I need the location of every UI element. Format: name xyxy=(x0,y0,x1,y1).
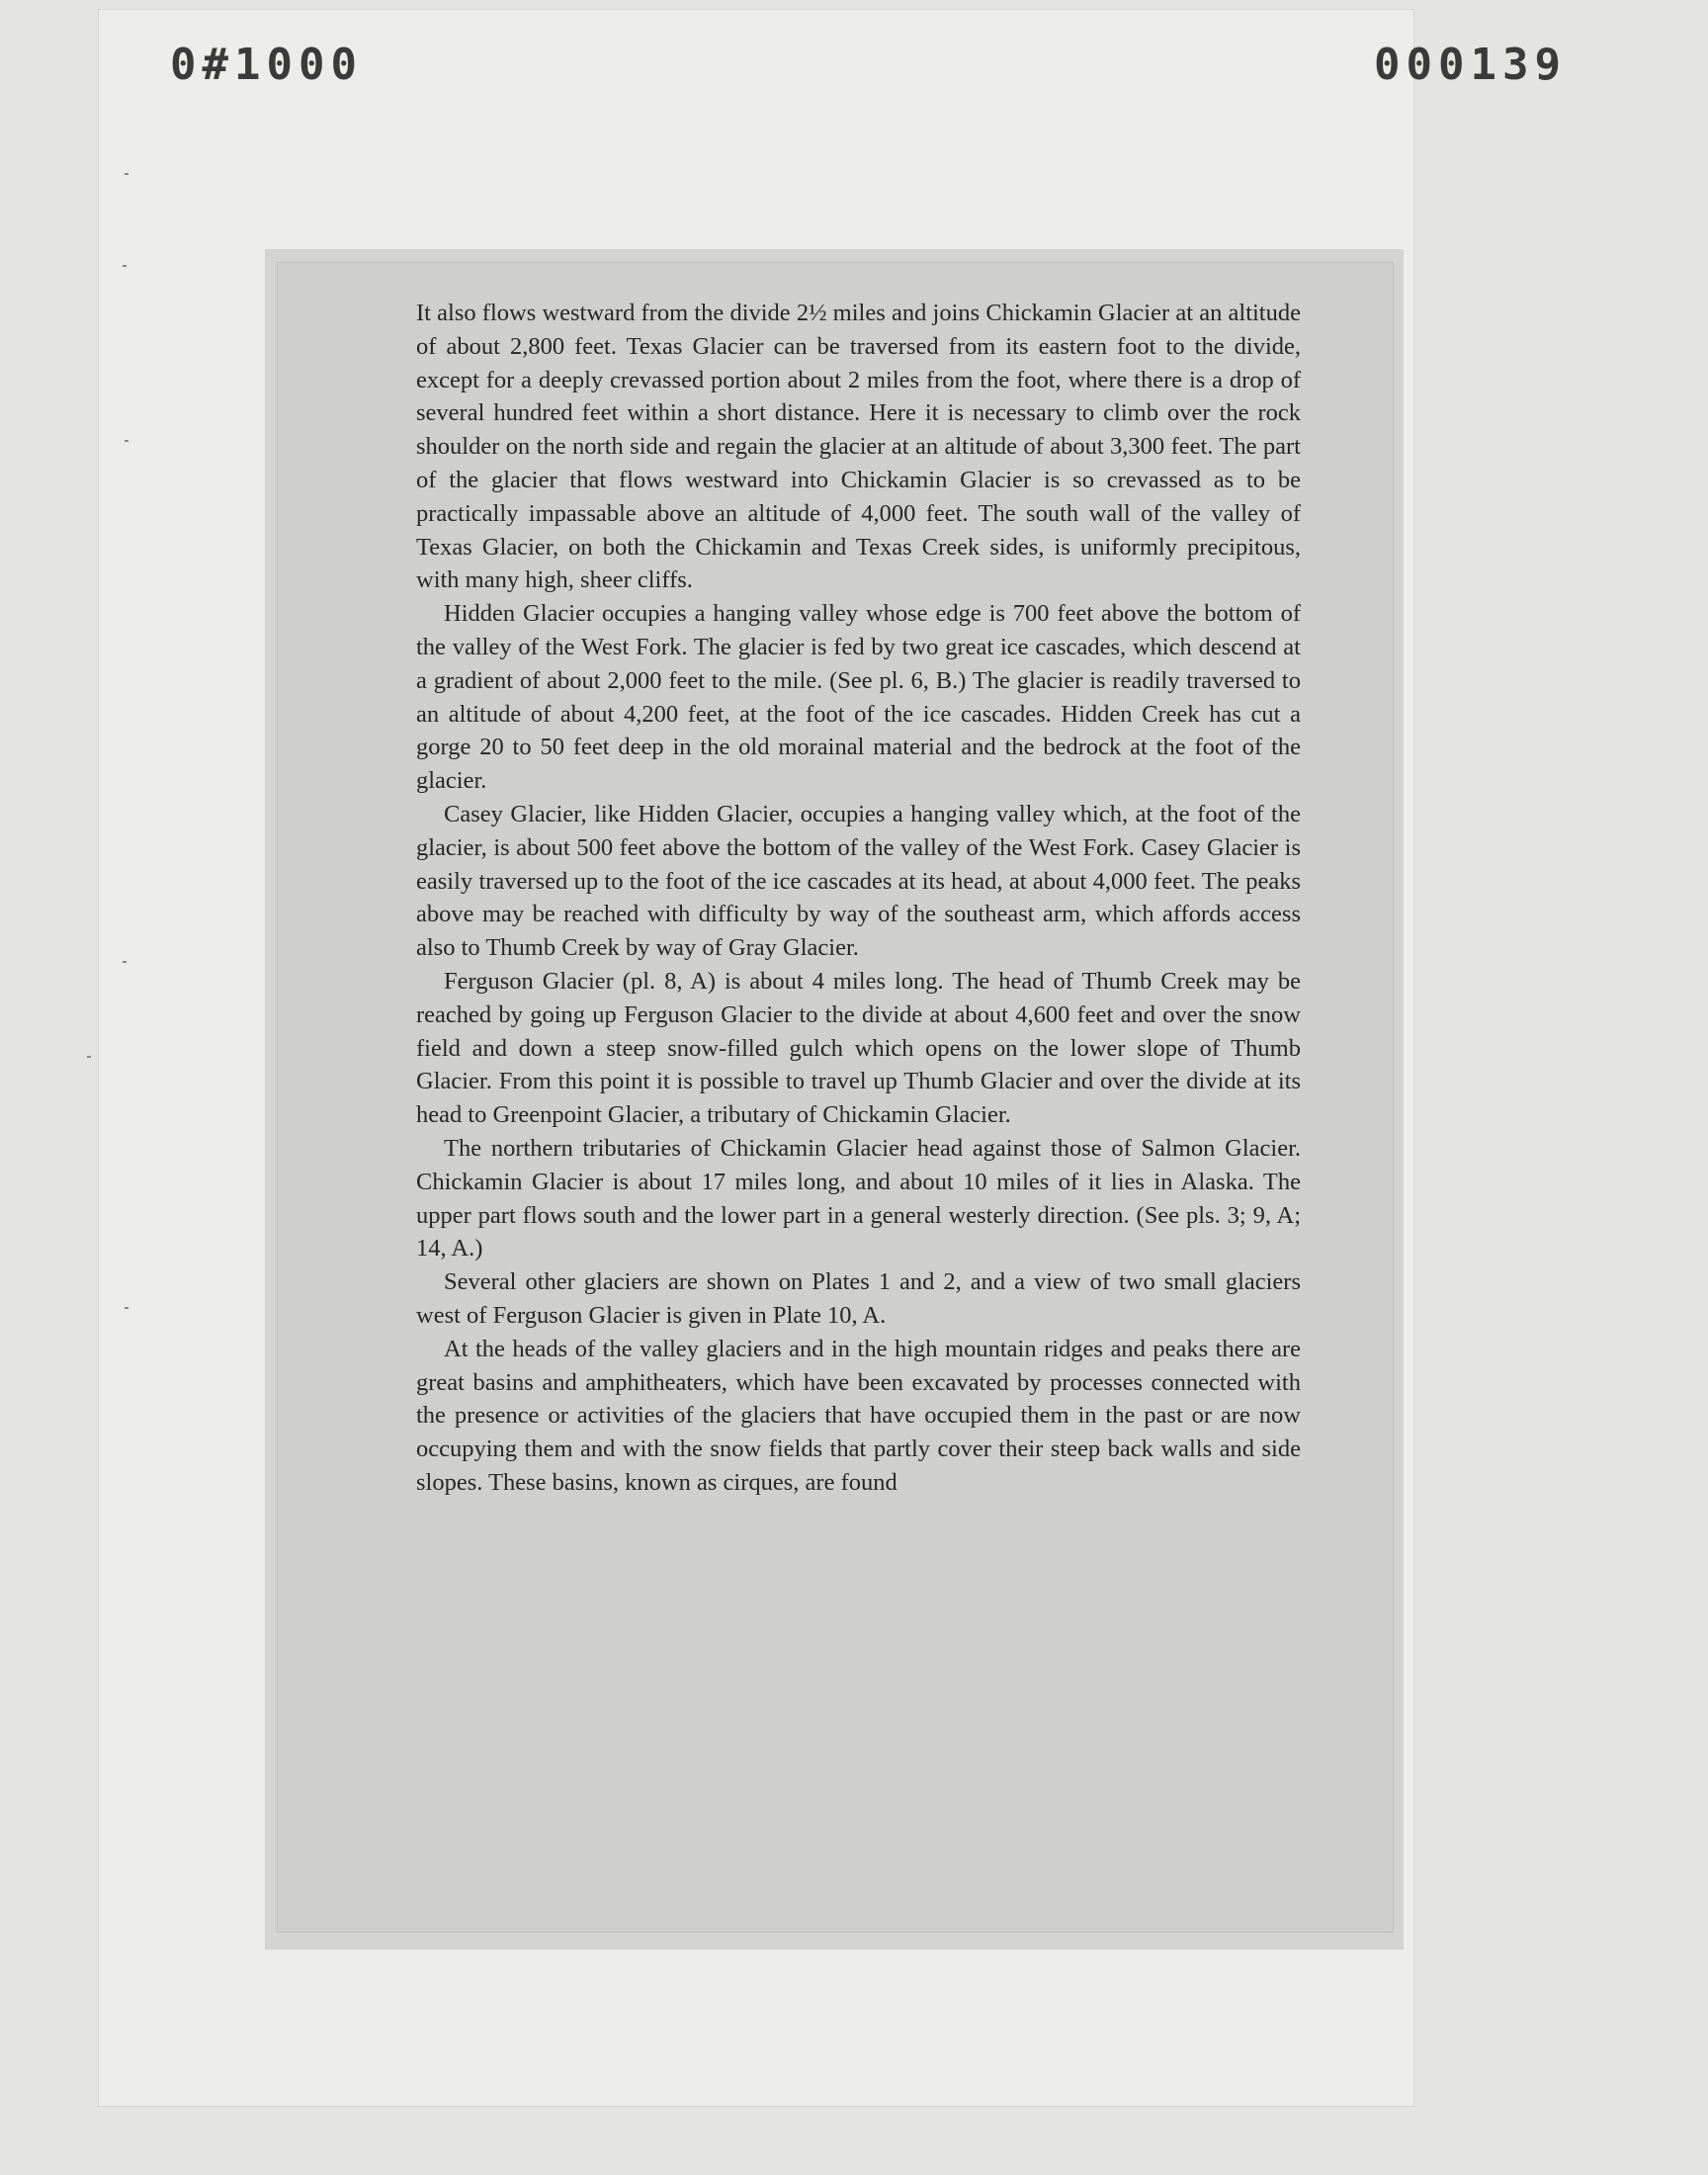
body-text xyxy=(416,297,1301,1500)
paragraph: At the heads of the valley glaciers and in the high mountain ridges and peaks there are great basins and amphitheaters, which have been excavated by processes connected with the presence or activities of the glaciers that have occupied them in the past or are now occupying them and with the snow fields that partly cover their steep back walls and side slopes. These basins, known as cirques, are found xyxy=(416,1335,1301,1496)
paragraph: Hidden Glacier occupies a hanging valley whose edge is 700 feet above the bottom of the valley of the West Fork. The glacier is fed by two great ice cascades, which descend at a gradient of about 2,000 feet to the mile. (See pl. 6, B.) The glacier is readily traversed to an altitude of about 4,200 feet, at the foot of the ice cascades. Hidden Creek has cut a gorge 20 to 50 feet deep in the old morainal material and the bedrock at the foot of the glacier. xyxy=(416,600,1301,795)
archive-stamp-right: 000139 xyxy=(1374,40,1567,90)
paragraph: It also flows westward from the divide 2½ miles and joins Chickamin Glacier at an altitude of about 2,800 feet. Texas Glacier can be traversed from its eastern foot to the divide, except for a deeply crevassed portion about 2 miles from the foot, where there is a drop of several hundred feet within a short distance. Here it is necessary to climb over the rock shoulder on the north side and regain the glacier at an altitude of about 3,300 feet. The part of the glacier that flows westward into Chickamin Glacier is so crevassed as to be practically impassable above an altitude of 4,000 feet. The south wall of the valley of Texas Glacier, on both the Chickamin and Texas Creek sides, is uniformly precipitous, with many high, sheer cliffs. xyxy=(416,300,1301,594)
scan-speck xyxy=(125,173,128,175)
paragraph: The northern tributaries of Chickamin Glacier head against those of Salmon Glacier. Chickamin Glacier is about 17 miles long, and about 10 miles of it lies in Alaska. The upper part flows south and the lower part in a general westerly direction. (See pls. 3; 9, A; 14, A.) xyxy=(416,1134,1301,1262)
archive-stamp-left: 0#1000 xyxy=(170,40,363,90)
scan-speck xyxy=(123,961,127,963)
scan-speck xyxy=(125,1307,128,1309)
scan-speck xyxy=(125,440,128,442)
document-page xyxy=(277,262,1394,1933)
paragraph: Casey Glacier, like Hidden Glacier, occupies a hanging valley which, at the foot of the glacier, is about 500 feet above the bottom of the valley of the West Fork. Casey Glacier is easily traversed up to the foot of the ice cascades at its head, at about 4,000 feet. The peaks above may be reached with difficulty by way of the southeast arm, which affords access also to Thumb Creek by way of Gray Glacier. xyxy=(416,800,1301,962)
paragraph: Several other glaciers are shown on Plates 1 and 2, and a view of two small glaciers west of Ferguson Glacier is given in Plate 10, A. xyxy=(416,1268,1301,1329)
scan-speck xyxy=(123,265,127,267)
scan-speck xyxy=(87,1056,91,1058)
paragraph: Ferguson Glacier (pl. 8, A) is about 4 miles long. The head of Thumb Creek may be reached by going up Ferguson Glacier to the divide at about 4,600 feet and over the snow field and down a steep snow-filled gulch which opens on the lower slope of Thumb Glacier. From this point it is possible to travel up Thumb Glacier and over the divide at its head to Greenpoint Glacier, a tributary of Chickamin Glacier. xyxy=(416,967,1301,1129)
